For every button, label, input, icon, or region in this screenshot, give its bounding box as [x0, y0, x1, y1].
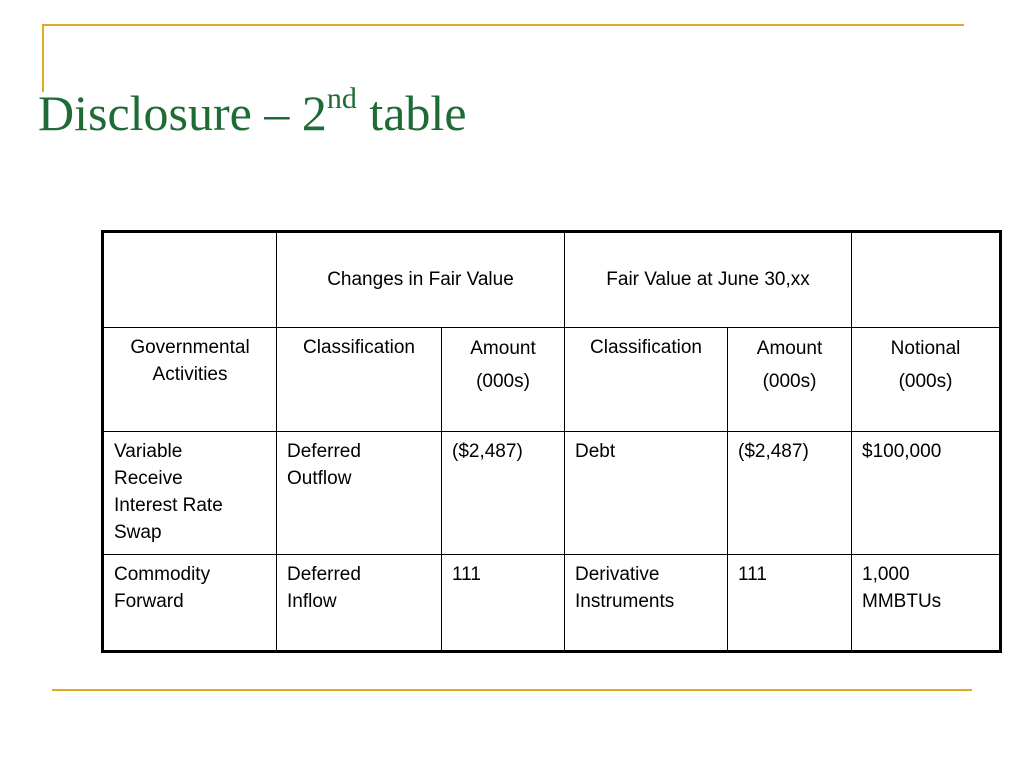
cell-line: $100,000 — [862, 441, 942, 462]
amount-1-line-1: Amount — [470, 338, 536, 359]
gov-line-2: Activities — [152, 364, 228, 385]
cell-change-amount: ($2,487) — [442, 432, 565, 555]
cell-activity — [103, 555, 277, 652]
cell-change-classification — [277, 555, 442, 652]
cell-line: Variable — [114, 441, 183, 462]
cell-line: Deferred — [287, 564, 361, 585]
cell-line: Inflow — [287, 591, 337, 612]
col-change-amount — [442, 328, 565, 432]
col-governmental-activities — [103, 328, 277, 432]
header-changes-in-fair-value: Changes in Fair Value — [277, 232, 565, 328]
bottom-rule — [52, 689, 972, 691]
cell-line: Swap — [114, 522, 162, 543]
col-notional — [852, 328, 1001, 432]
amount-2-line-2: (000s) — [762, 371, 817, 392]
cell-line: Debt — [575, 441, 616, 462]
header-blank-right — [852, 232, 1001, 328]
title-main: Disclosure – 2 — [38, 85, 327, 141]
title-superscript: nd — [326, 82, 357, 115]
gov-line-1: Governmental — [130, 337, 250, 358]
title-tail: table — [356, 85, 467, 141]
group-header-row — [103, 232, 1001, 328]
notional-line-2: (000s) — [898, 371, 953, 392]
cell-line: Instruments — [575, 591, 675, 612]
cell-notional — [852, 432, 1001, 555]
header-fair-value-at-date: Fair Value at June 30,xx — [565, 232, 852, 328]
header-blank-left — [103, 232, 277, 328]
cell-line: Receive — [114, 468, 183, 489]
col-fv-classification: Classification — [565, 328, 728, 432]
amount-2-line-1: Amount — [756, 338, 823, 359]
cell-line: Commodity — [114, 564, 211, 585]
left-rule — [42, 24, 44, 92]
cell-line: Forward — [114, 591, 184, 612]
cell-fv-amount: ($2,487) — [728, 432, 852, 555]
cell-line: MMBTUs — [862, 591, 942, 612]
cell-fv-classification — [565, 432, 728, 555]
notional-line-1: Notional — [890, 338, 961, 359]
table-row — [103, 432, 1001, 555]
cell-line: Outflow — [287, 468, 352, 489]
cell-line: Deferred — [287, 441, 361, 462]
cell-change-classification — [277, 432, 442, 555]
cell-notional — [852, 555, 1001, 652]
disclosure-table — [101, 230, 1002, 653]
cell-activity — [103, 432, 277, 555]
slide-title — [38, 82, 467, 141]
cell-change-amount: 111 — [442, 555, 565, 652]
cell-line: Interest Rate — [114, 495, 223, 516]
cell-fv-classification — [565, 555, 728, 652]
cell-fv-amount: 111 — [728, 555, 852, 652]
cell-line: 1,000 — [862, 564, 910, 585]
col-fv-amount — [728, 328, 852, 432]
amount-1-line-2: (000s) — [476, 371, 530, 392]
cell-line: Derivative — [575, 564, 660, 585]
column-header-row — [103, 328, 1001, 432]
table-row — [103, 555, 1001, 652]
top-rule — [42, 24, 964, 26]
col-change-classification: Classification — [277, 328, 442, 432]
